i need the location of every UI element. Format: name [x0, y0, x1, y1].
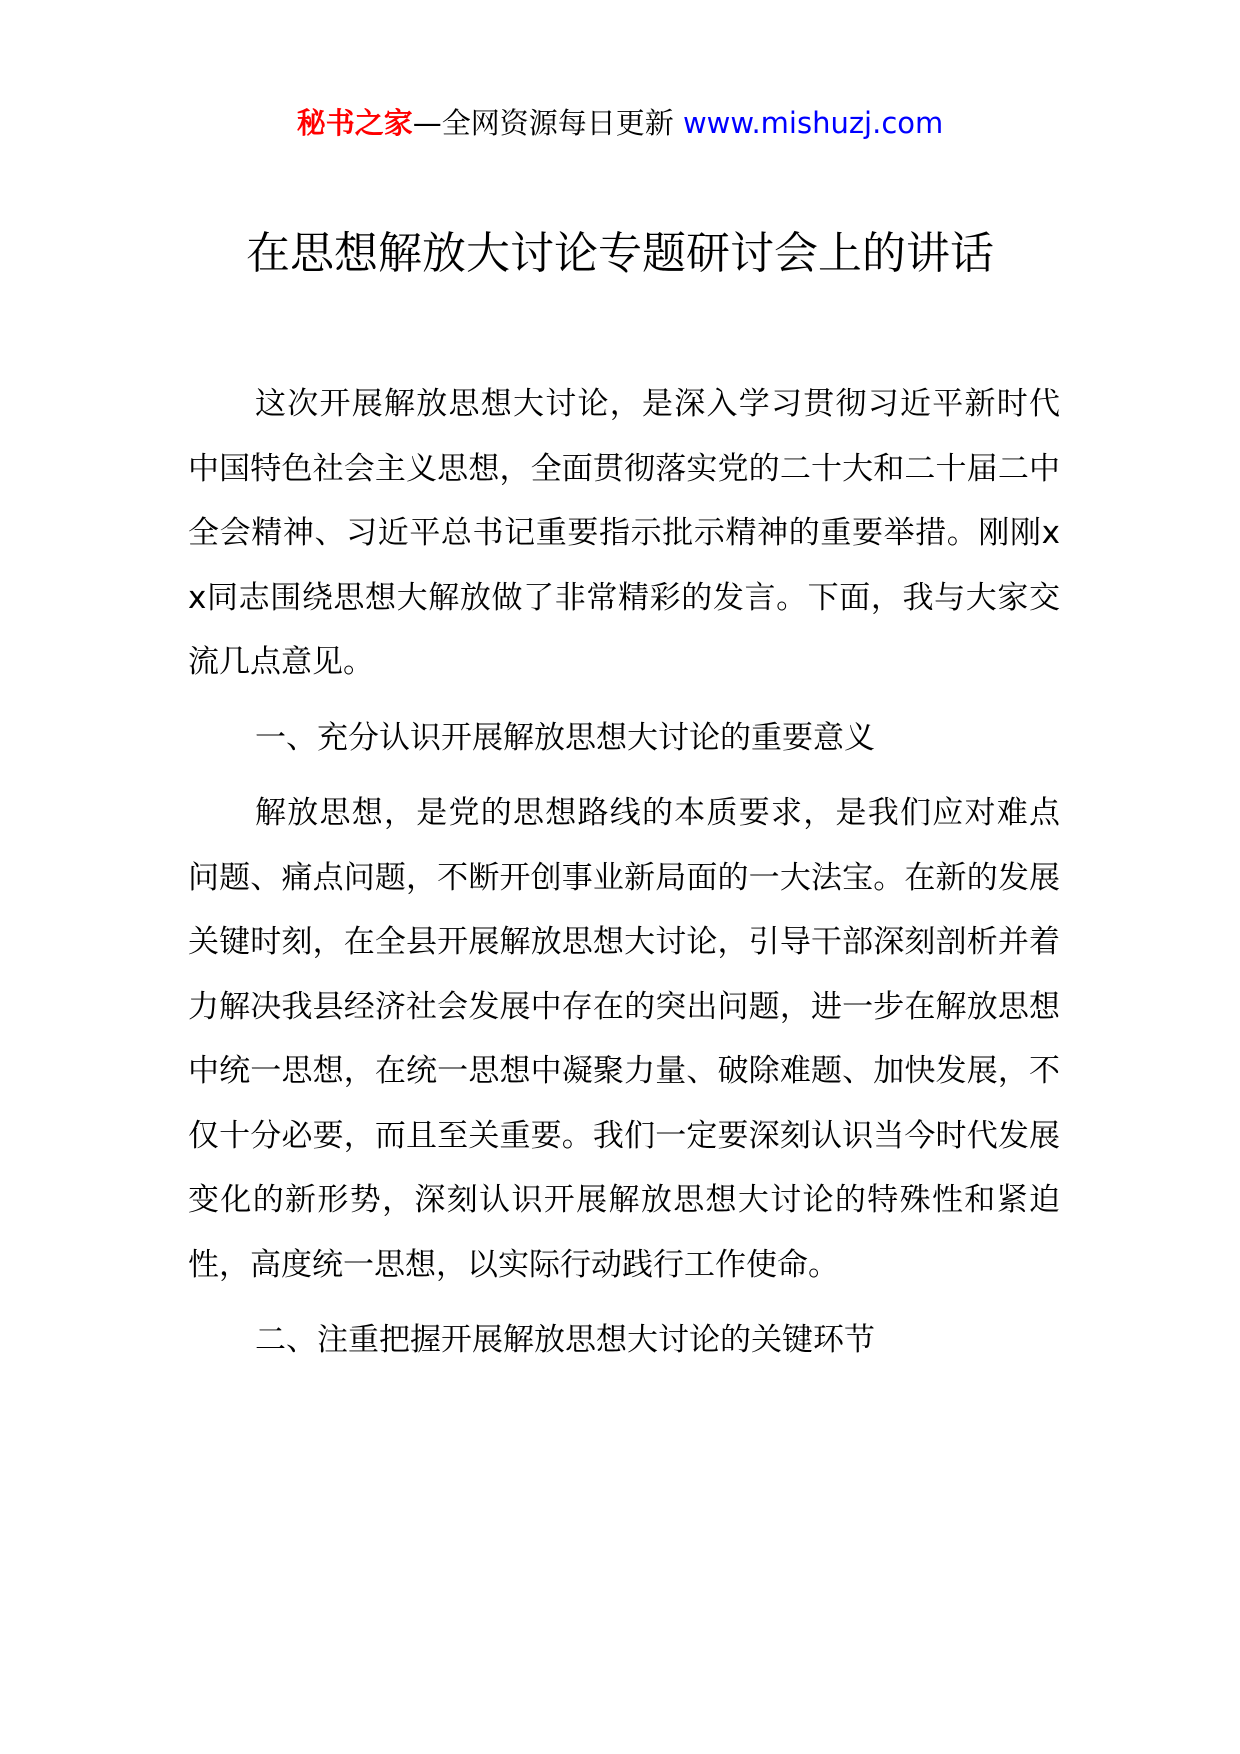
site-header — [0, 101, 1240, 145]
website-link[interactable]: www.mishuzj.com — [682, 106, 944, 140]
section-heading-1: 一、充分认识开展解放思想大讨论的重要意义 — [255, 719, 875, 756]
header-tagline: —全网资源每日更新 — [412, 106, 674, 140]
brand-name: 秘书之家 — [296, 106, 413, 140]
section-heading-2: 二、注重把握开展解放思想大讨论的关键环节 — [255, 1322, 875, 1358]
section-1-paragraph: 解放思想，是党的思想路线的本质要求，是我们应对难点问题、痛点问题，不断开创事业新局面的一大法宝。在新的发展关键时刻，在全县开展解放思想大讨论，引导干部深刻剖析并着力解决我县经济社会发展中存在的突出问题，进一步在解放思想中统一思想，在统一思想中凝聚力量、破除难题、加快发展，不仅十分必要，而且至关重要。我们一定要深刻认识当今时代发展变化的新形势，深刻认识开展解放思想大讨论的特殊性和紧迫性，高度统一思想，以实际行动践行工作使命。 — [188, 795, 1060, 1283]
document-title: 在思想解放大讨论专题研讨会上的讲话 — [246, 228, 994, 279]
intro-paragraph: 这次开展解放思想大讨论，是深入学习贯彻习近平新时代中国特色社会主义思想，全面贯彻落实党的二十大和二十届二中全会精神、习近平总书记重要指示批示精神的重要举措。刚刚xx同志围绕思想大解放做了非常精彩的发言。下面，我与大家交流几点意见。 — [188, 386, 1060, 680]
document-body — [188, 372, 1060, 1384]
